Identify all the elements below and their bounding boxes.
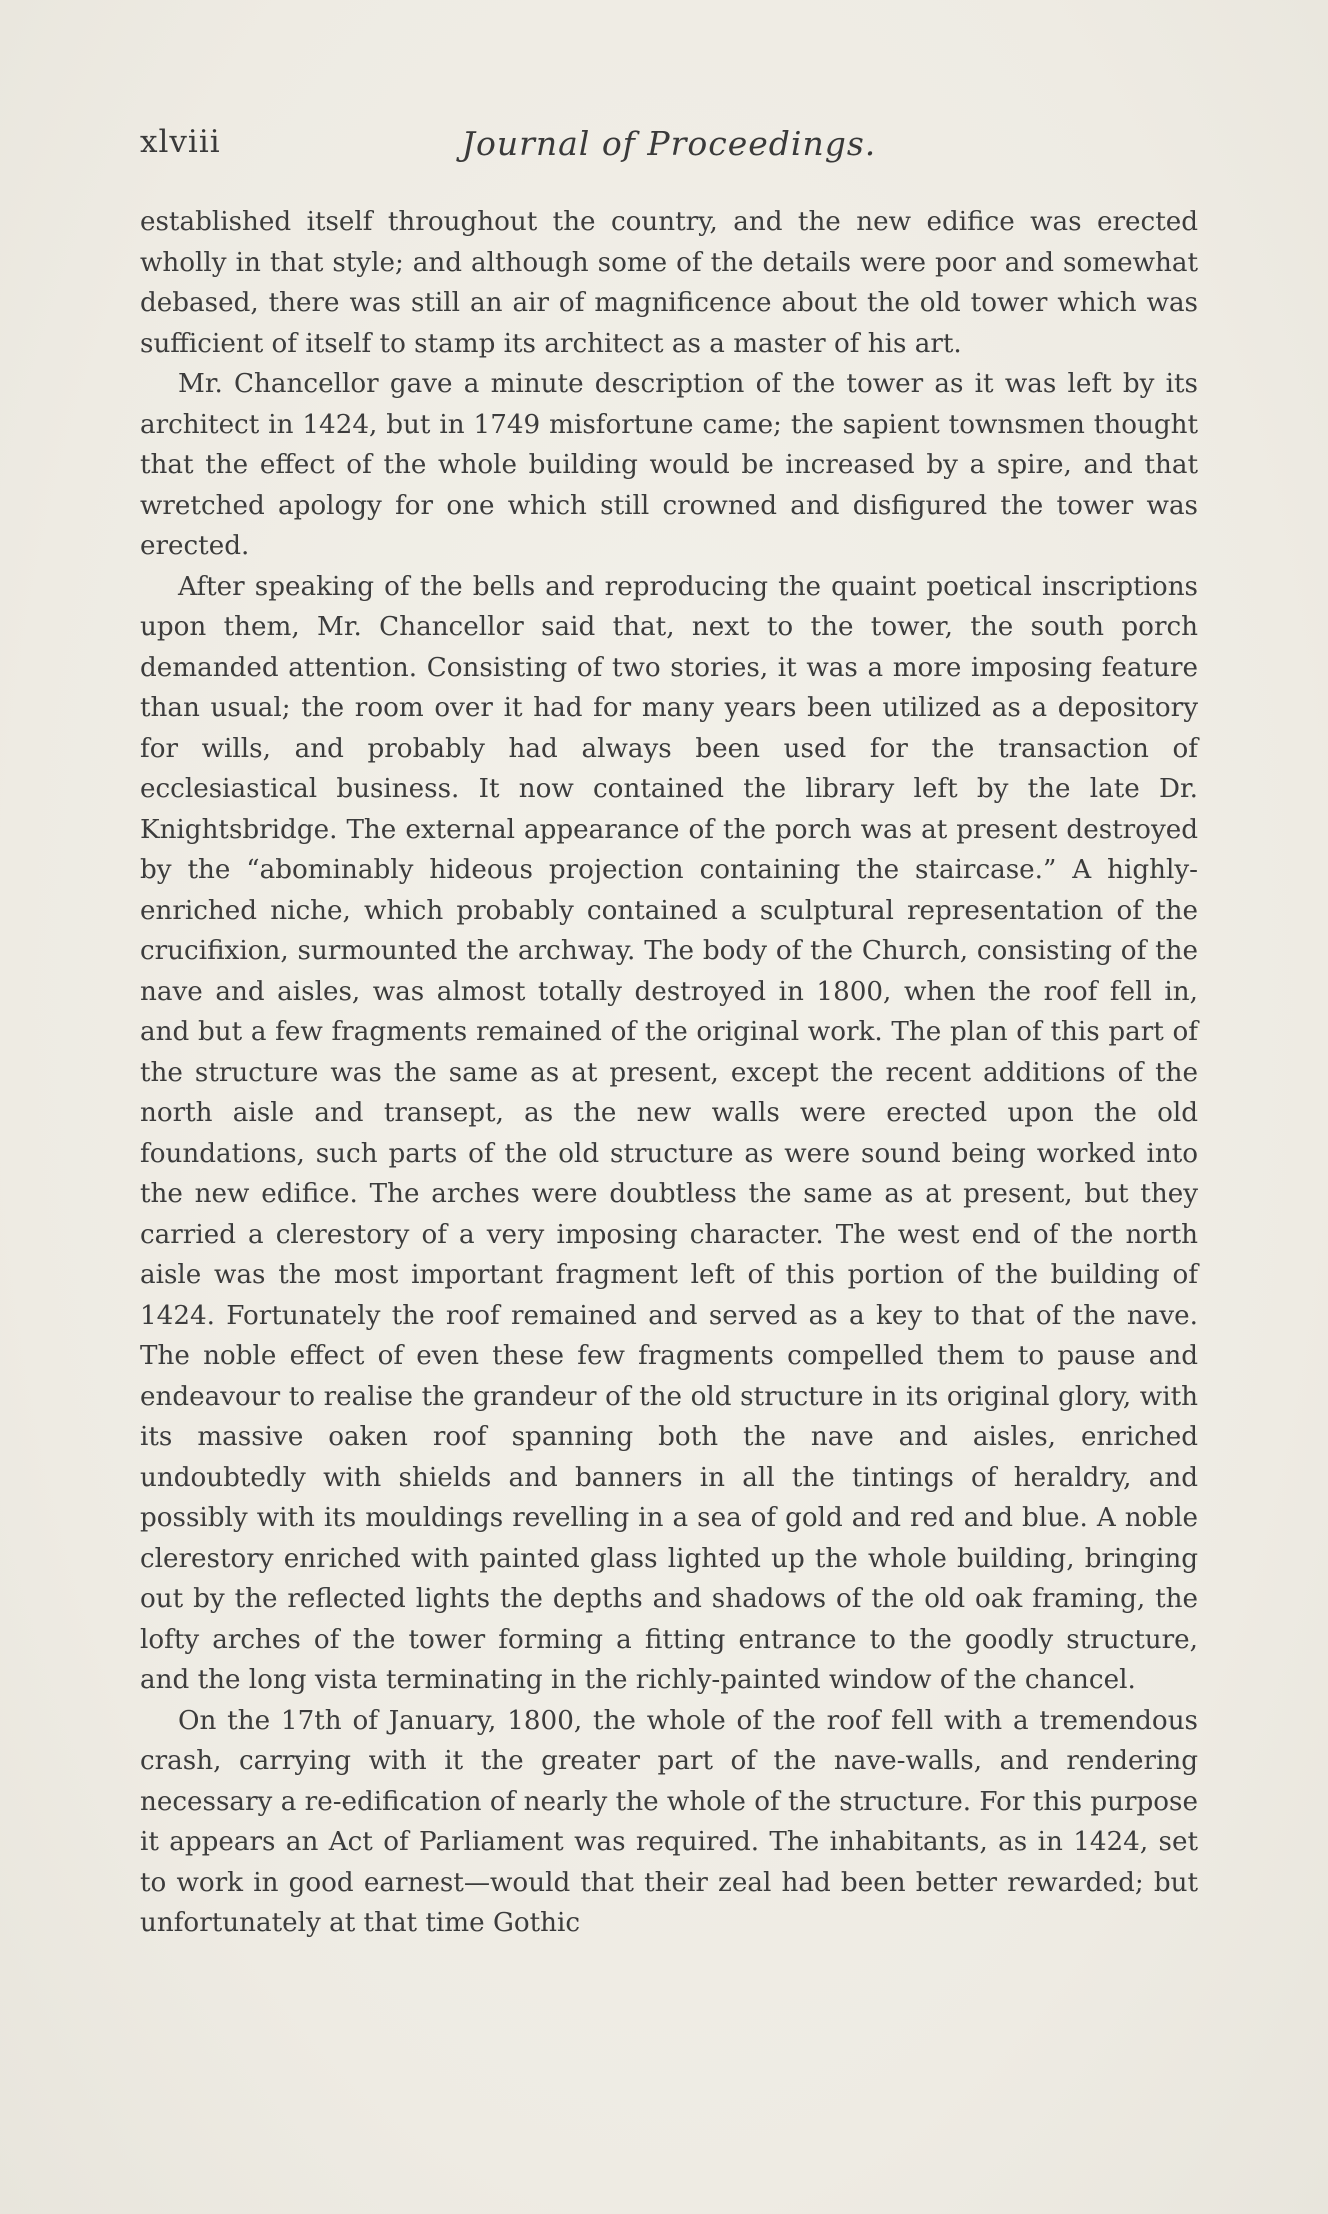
paragraph: established itself throughout the country, and the new edifice was erected wholly in that style; and although some of the details were poor and somewhat debased, there was still an air of magnificence about the old tower which was sufficient of itself to stamp its architect as a master of his art. [140, 207, 1198, 359]
page-number: xlviii [140, 124, 221, 160]
paragraph: After speaking of the bells and reproducing the quaint poetical inscriptions upon them, Mr. Chancellor said that, next to the tower, the south porch demanded attention. Consisting of two stories, it was a more imposing feature than usual; the room over it had for many years been utilized as a depository for wills, and probably had always been used for the transaction of ecclesiastical business. It now contained the library left by the late Dr. Knightsbridge. The external appearance of the porch was at present destroyed by the “abominably hideous projection containing the staircase.” A highly-enriched niche, which probably contained a sculptural representation of the crucifixion, surmounted the archway. The body of the Church, consisting of the nave and aisles, was almost totally destroyed in 1800, when the roof fell in, and but a few fragments remained of the original work. The plan of this part of the structure was the same as at present, except the recent additions of the north aisle and transept, as the new walls were erected upon the old foundations, such parts of the old structure as were sound being worked into the new edifice. The arches were doubtless the same as at present, but they carried a clerestory of a very imposing character. The west end of the north aisle was the most important fragment left of this portion of the building of 1424. Fortunately the roof remained and served as a key to that of the nave. The noble effect of even these few fragments compelled them to pause and endeavour to realise the grandeur of the old structure in its original glory, with its massive oaken roof spanning both the nave and aisles, enriched undoubtedly with shields and banners in all the tintings of heraldry, and possibly with its mouldings revelling in a sea of gold and red and blue. A noble clerestory enriched with painted glass lighted up the whole building, bringing out by the reflected lights the depths and shadows of the old oak framing, the lofty arches of the tower forming a fitting entrance to the goodly structure, and the long vista terminating in the richly-painted window of the chancel. [140, 571, 1198, 1695]
body-text [140, 202, 1198, 1944]
paragraph: On the 17th of January, 1800, the whole of the roof fell with a tremendous crash, carrying with it the greater part of the nave-walls, and rendering necessary a re-edification of nearly the whole of the structure. For this purpose it appears an Act of Parliament was required. The inhabitants, as in 1424, set to work in good earnest—would that their zeal had been better rewarded; but unfortunately at that time Gothic [140, 1705, 1198, 1938]
page-header [140, 124, 1198, 174]
paragraph: Mr. Chancellor gave a minute description of the tower as it was left by its architect in 1424, but in 1749 misfortune came; the sapient townsmen thought that the effect of the whole building would be increased by a spire, and that wretched apology for one which still crowned and disfigured the tower was erected. [140, 369, 1198, 561]
running-title: Journal of Proceedings. [461, 124, 877, 163]
